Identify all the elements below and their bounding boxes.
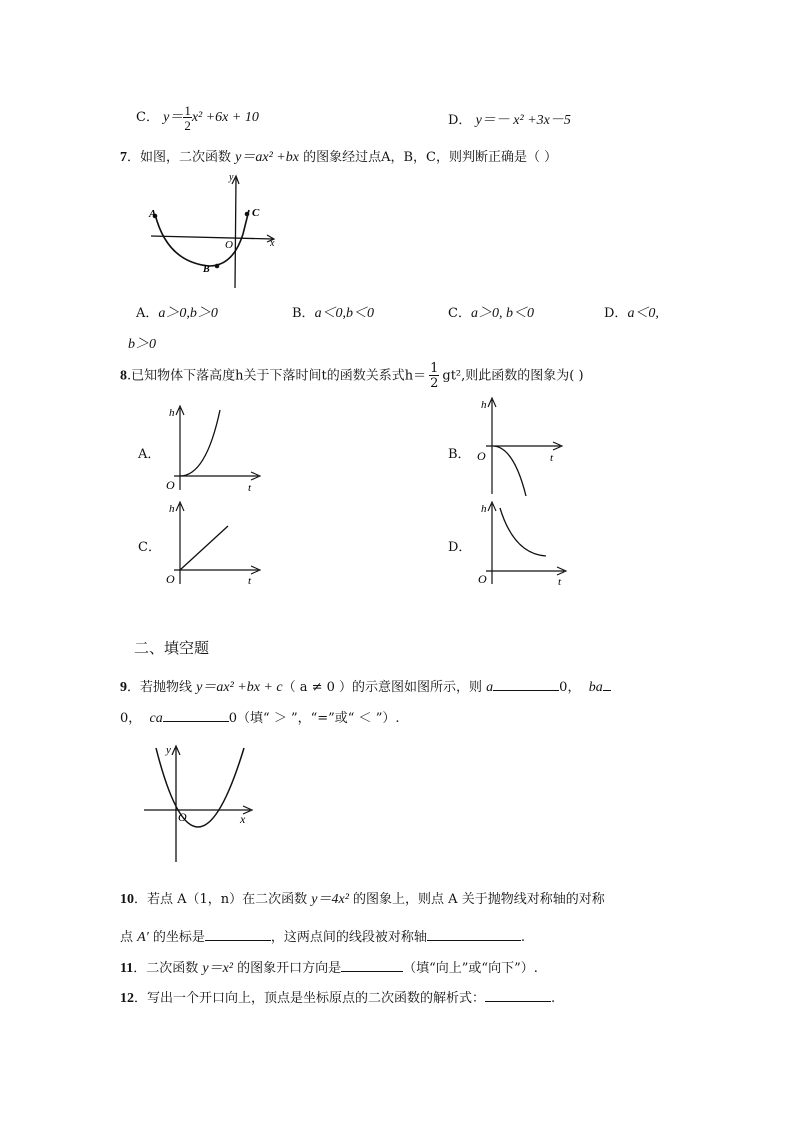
label-origin: O [166, 572, 175, 586]
option-label: A． [136, 306, 159, 321]
answer-blank[interactable] [163, 709, 229, 722]
expr-part: y＝ [163, 110, 184, 126]
var-ba: ba [588, 680, 603, 695]
stem-text: （ a ≠ 0 ）的示意图如图所示，则 [282, 680, 487, 695]
function-expr: y＝ax² +bx + c [196, 680, 283, 695]
x-axis [151, 236, 273, 239]
question-number: 11 [120, 961, 134, 976]
frac-den: 2 [430, 376, 439, 391]
option-label: D． [448, 113, 472, 128]
q8-option-a-label: A． [138, 447, 161, 462]
stem-text: 0， [559, 680, 581, 695]
label-x: x [270, 238, 275, 249]
question-number: 12 [120, 991, 134, 1006]
question-number: 7 [120, 150, 127, 165]
point-b [215, 264, 220, 269]
parabola-curve [156, 748, 244, 827]
q8-graph-b [470, 394, 574, 498]
section-title: 二、填空题 [134, 639, 210, 657]
q6-option-c [136, 104, 259, 132]
stem-text: . [520, 930, 526, 945]
label-origin: O [477, 449, 486, 463]
curve [500, 508, 546, 556]
q7-option-d-cont: b＞0 [128, 337, 156, 352]
label-b: B [203, 264, 210, 275]
q6-c-expr [163, 103, 259, 133]
q6-d-expr: y＝－ x² +3x－5 [475, 113, 571, 128]
q12-stem [120, 987, 555, 1007]
stem-text: （填“向上”或“向下”）. [403, 961, 538, 976]
label-origin: O [225, 239, 233, 251]
label-t: t [550, 452, 554, 464]
frac-num: 1 [430, 361, 439, 376]
label-origin: O [478, 572, 487, 586]
q8-graph-d [470, 498, 574, 588]
label-h: h [481, 503, 487, 515]
q7-stem [120, 146, 557, 166]
fraction [183, 104, 192, 132]
point-c [245, 212, 250, 217]
question-number: 8 [120, 368, 127, 384]
stem-text: . [551, 991, 556, 1006]
q8-stem [120, 362, 584, 390]
q7-option-d [604, 302, 659, 322]
frac-den: 2 [184, 118, 191, 133]
label-x: x [240, 812, 246, 826]
q8-option-c-label: C． [138, 540, 161, 555]
option-text: a＜0, [627, 306, 659, 321]
answer-blank[interactable] [341, 959, 403, 972]
q9-graph [138, 740, 256, 866]
frac-num: 1 [184, 103, 191, 118]
label-t: t [248, 575, 252, 587]
label-origin: O [178, 810, 187, 824]
q8-option-d-label: D． [448, 540, 472, 555]
option-label: C． [448, 306, 471, 321]
stem-text: gt²,则此函数的图象为( ) [442, 368, 584, 384]
option-text: a＜0,b＜0 [314, 306, 375, 321]
stem-text: 点 [120, 930, 138, 945]
curve [494, 446, 526, 496]
q8-graph-c [160, 498, 264, 588]
option-label: D． [604, 306, 628, 321]
answer-blank[interactable] [493, 678, 559, 691]
stem-text: ．如图，二次函数 [127, 150, 236, 165]
label-h: h [481, 399, 487, 411]
expr-part: x² +6x + 10 [191, 110, 259, 126]
label-y: y [229, 172, 234, 183]
stem-text: 的图象经过点A，B，C，则判断正确是（ ） [298, 150, 558, 165]
answer-blank[interactable] [427, 928, 521, 941]
stem-text: 0， [120, 711, 142, 726]
stem-text: ．若点 A（1，n）在二次函数 [134, 892, 312, 907]
q7-option-c [448, 302, 534, 322]
question-number: 10 [120, 892, 134, 907]
label-t: t [558, 576, 562, 588]
stem-text: ．写出一个开口向上，顶点是坐标原点的二次函数的解析式： [134, 991, 486, 1006]
q8-graph-a [160, 402, 264, 494]
q9-line1 [120, 676, 611, 696]
label-h: h [169, 407, 175, 419]
stem-text: 的图象开口方向是 [233, 961, 342, 976]
curve [180, 410, 220, 476]
var-ca: ca [149, 711, 163, 726]
answer-blank[interactable] [205, 928, 271, 941]
label-c: C [252, 207, 260, 219]
label-a: A [149, 208, 157, 220]
option-label: C． [136, 110, 159, 126]
function-expr: y＝4x² [311, 892, 349, 907]
label-h: h [169, 503, 175, 515]
q7-option-a [136, 302, 218, 322]
stem-text: 0（填“ ＞ ”，“=”或“ ＜ ”）. [228, 711, 400, 726]
function-expr: y＝ax² +bx [235, 150, 299, 165]
stem-text: 的坐标是 [148, 930, 205, 945]
question-number: 9 [120, 680, 127, 695]
option-label: B． [292, 306, 315, 321]
point-a-prime: A′ [137, 930, 149, 945]
stem-text: ．二次函数 [133, 961, 203, 976]
var-a: a [486, 680, 494, 695]
stem-text: ．若抛物线 [127, 680, 197, 695]
y-axis [235, 178, 236, 288]
q7-option-b [292, 302, 374, 322]
q11-stem [120, 957, 538, 977]
option-text: a＞0, b＜0 [470, 306, 534, 321]
q8-option-b-label: B． [448, 447, 471, 462]
answer-blank[interactable] [603, 678, 611, 691]
function-expr: y＝x² [202, 961, 233, 976]
stem-text: ，这两点间的线段被对称轴 [270, 930, 427, 945]
q10-line1 [120, 888, 605, 908]
stem-text: .已知物体下落高度h关于下落时间t的函数关系式h＝ [127, 368, 427, 384]
label-y: y [166, 744, 171, 756]
answer-blank[interactable] [485, 989, 551, 1002]
q9-line2 [120, 707, 399, 727]
label-origin: O [166, 478, 175, 492]
line [180, 526, 228, 570]
fraction [429, 362, 439, 390]
option-text: a＞0,b＞0 [158, 306, 218, 321]
q7-graph [145, 170, 285, 292]
q10-line2 [120, 926, 525, 946]
stem-text: 的图象上，则点 A 关于抛物线对称轴的对称 [348, 892, 605, 907]
q6-option-d [448, 109, 571, 129]
label-t: t [248, 482, 252, 494]
